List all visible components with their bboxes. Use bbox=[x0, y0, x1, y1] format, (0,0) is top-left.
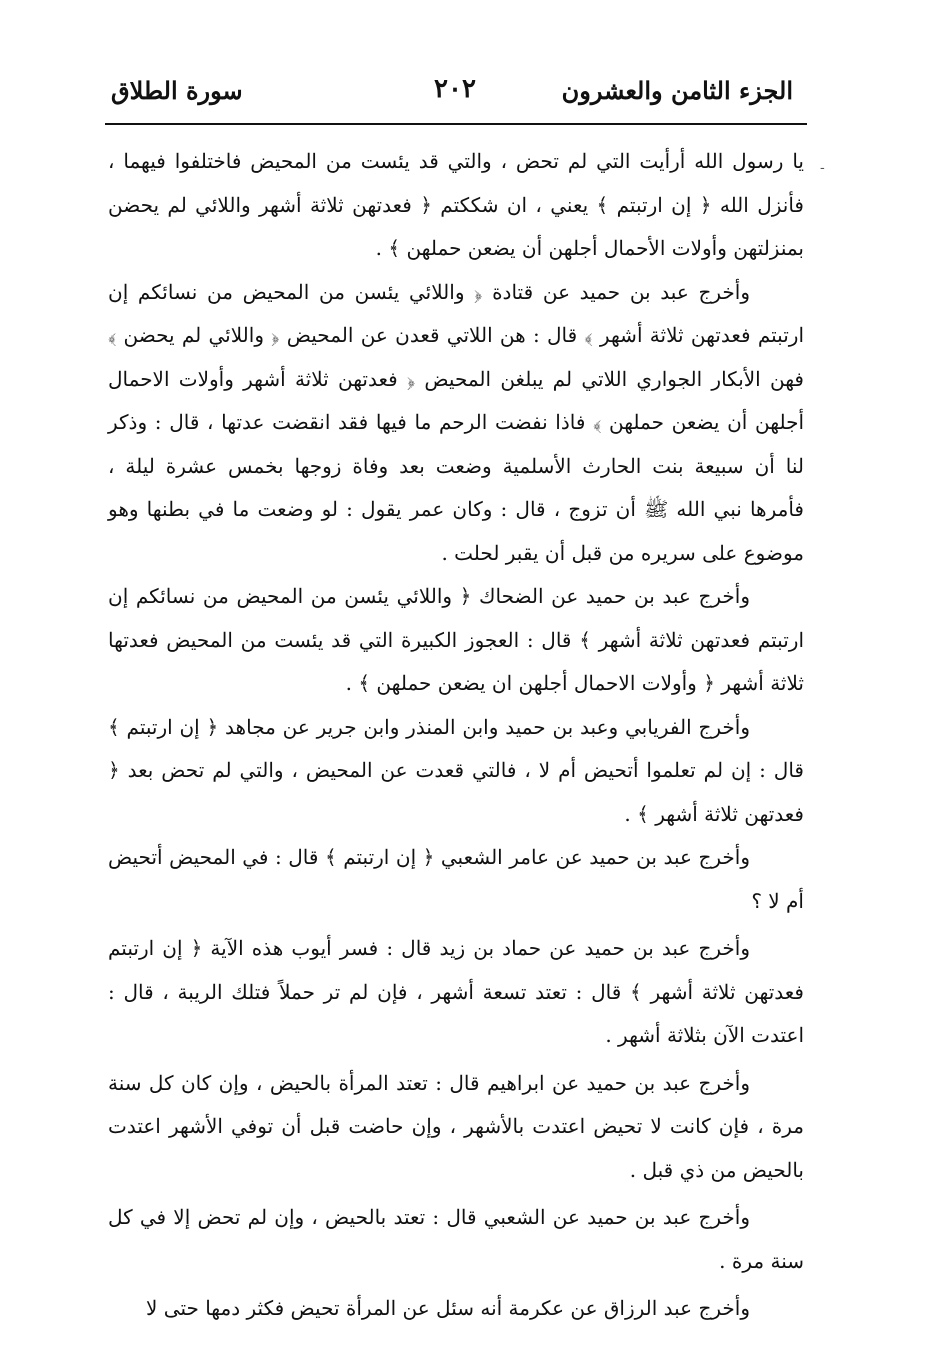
paragraph: وأخرج عبد بن حميد عن عامر الشعبي ﴿ إن ارتبتم ﴾ قال : في المحيض أتحيض أم لا ؟ bbox=[108, 845, 804, 913]
paragraph: يا رسول الله أرأيت التي لم تحض ، والتي قد يئست من المحيض فاختلفوا فيهما ، فأنزل الله ﴿ إن ارتبتم ﴾ يعني ، ان شككتم ﴿ فعدتهن ثلاثة أشهر واللائي لم يحضن بمنزلتهن وأولات الأحمال أجلهن أن يضعن حملهن ﴾ . bbox=[108, 149, 804, 260]
page-body bbox=[108, 140, 804, 1320]
margin-mark: - bbox=[820, 160, 825, 176]
paragraph: وأخرج عبد بن حميد عن حماد بن زيد قال : فسر أيوب هذه الآية ﴿ إن ارتبتم فعدتهن ثلاثة أشهر ﴾ قال : تعتد تسعة أشهر ، فإن لم تر حملاً فتلك الريبة ، قال : اعتدت الآن بثلاثة أشهر . bbox=[108, 936, 804, 1047]
running-head bbox=[105, 62, 805, 122]
paragraph: وأخرج عبد بن حميد عن ابراهيم قال : تعتد المرأة بالحيض ، وإن كان كل سنة مرة ، فإن كانت لا تحيض اعتدت بالأشهر ، وإن حاضت قبل أن توفي الأشهر اعتدت بالحيض من ذي قبل . bbox=[108, 1070, 804, 1182]
paragraph: وأخرج عبد الرزاق عن عكرمة أنه سئل عن المرأة تحيض فكثر دمها حتى لا bbox=[146, 1296, 750, 1320]
paragraph: وأخرج الفريابي وعبد بن حميد وابن المنذر وابن جرير عن مجاهد ﴿ إن ارتبتم ﴾ قال : إن لم تعلموا أتحيض أم لا ، فالتي قعدت عن المحيض ، والتي لم تحض بعد ﴿ فعدتهن ثلاثة أشهر ﴾ . bbox=[108, 714, 804, 826]
page-number: ٢٠٢ bbox=[434, 74, 476, 104]
paragraph: وأخرج عبد بن حميد عن قتادة ﴿ واللائي يئسن من المحيض من نسائكم إن ارتبتم فعدتهن ثلاثة أشهر ﴾ قال : هن اللاتي قعدن عن المحيض ﴿ واللائي لم يحضن ﴾ فهن الأبكار الجواري اللاتي لم يبلغن المحيض ﴿ فعدتهن ثلاثة أشهر وأولات الاحمال أجلهن أن يضعن حملهن ﴾ فاذا نفضت الرحم ما فيها فقد انقضت عدتها ، قال : وذكر لنا أن سبيعة بنت الحارث الأسلمية وضعت بعد وفاة زوجها بخمس عشرة ليلة ، فأمرها نبي الله ﷺ أن تزوج ، قال : وكان عمر يقول : لو وضعت ما في بطنها وهو موضوع على سريره من قبل أن يقبر لحلت . bbox=[108, 279, 804, 565]
surah-title: سورة الطلاق bbox=[111, 76, 243, 105]
paragraph: وأخرج عبد بن حميد عن الشعبي قال : تعتد بالحيض ، وإن لم تحض إلا في كل سنة مرة . bbox=[108, 1205, 804, 1273]
part-title: الجزء الثامن والعشرون bbox=[561, 76, 793, 105]
header-rule bbox=[105, 123, 807, 125]
paragraph: وأخرج عبد بن حميد عن الضحاك ﴿ واللائي يئسن من المحيض من نسائكم إن ارتبتم فعدتهن ثلاثة أشهر ﴾ قال : العجوز الكبيرة التي قد يئست من المحيض فعدتها ثلاثة أشهر ﴿ وأولات الاحمال أجلهن ان يضعن حملهن ﴾ . bbox=[108, 584, 804, 695]
